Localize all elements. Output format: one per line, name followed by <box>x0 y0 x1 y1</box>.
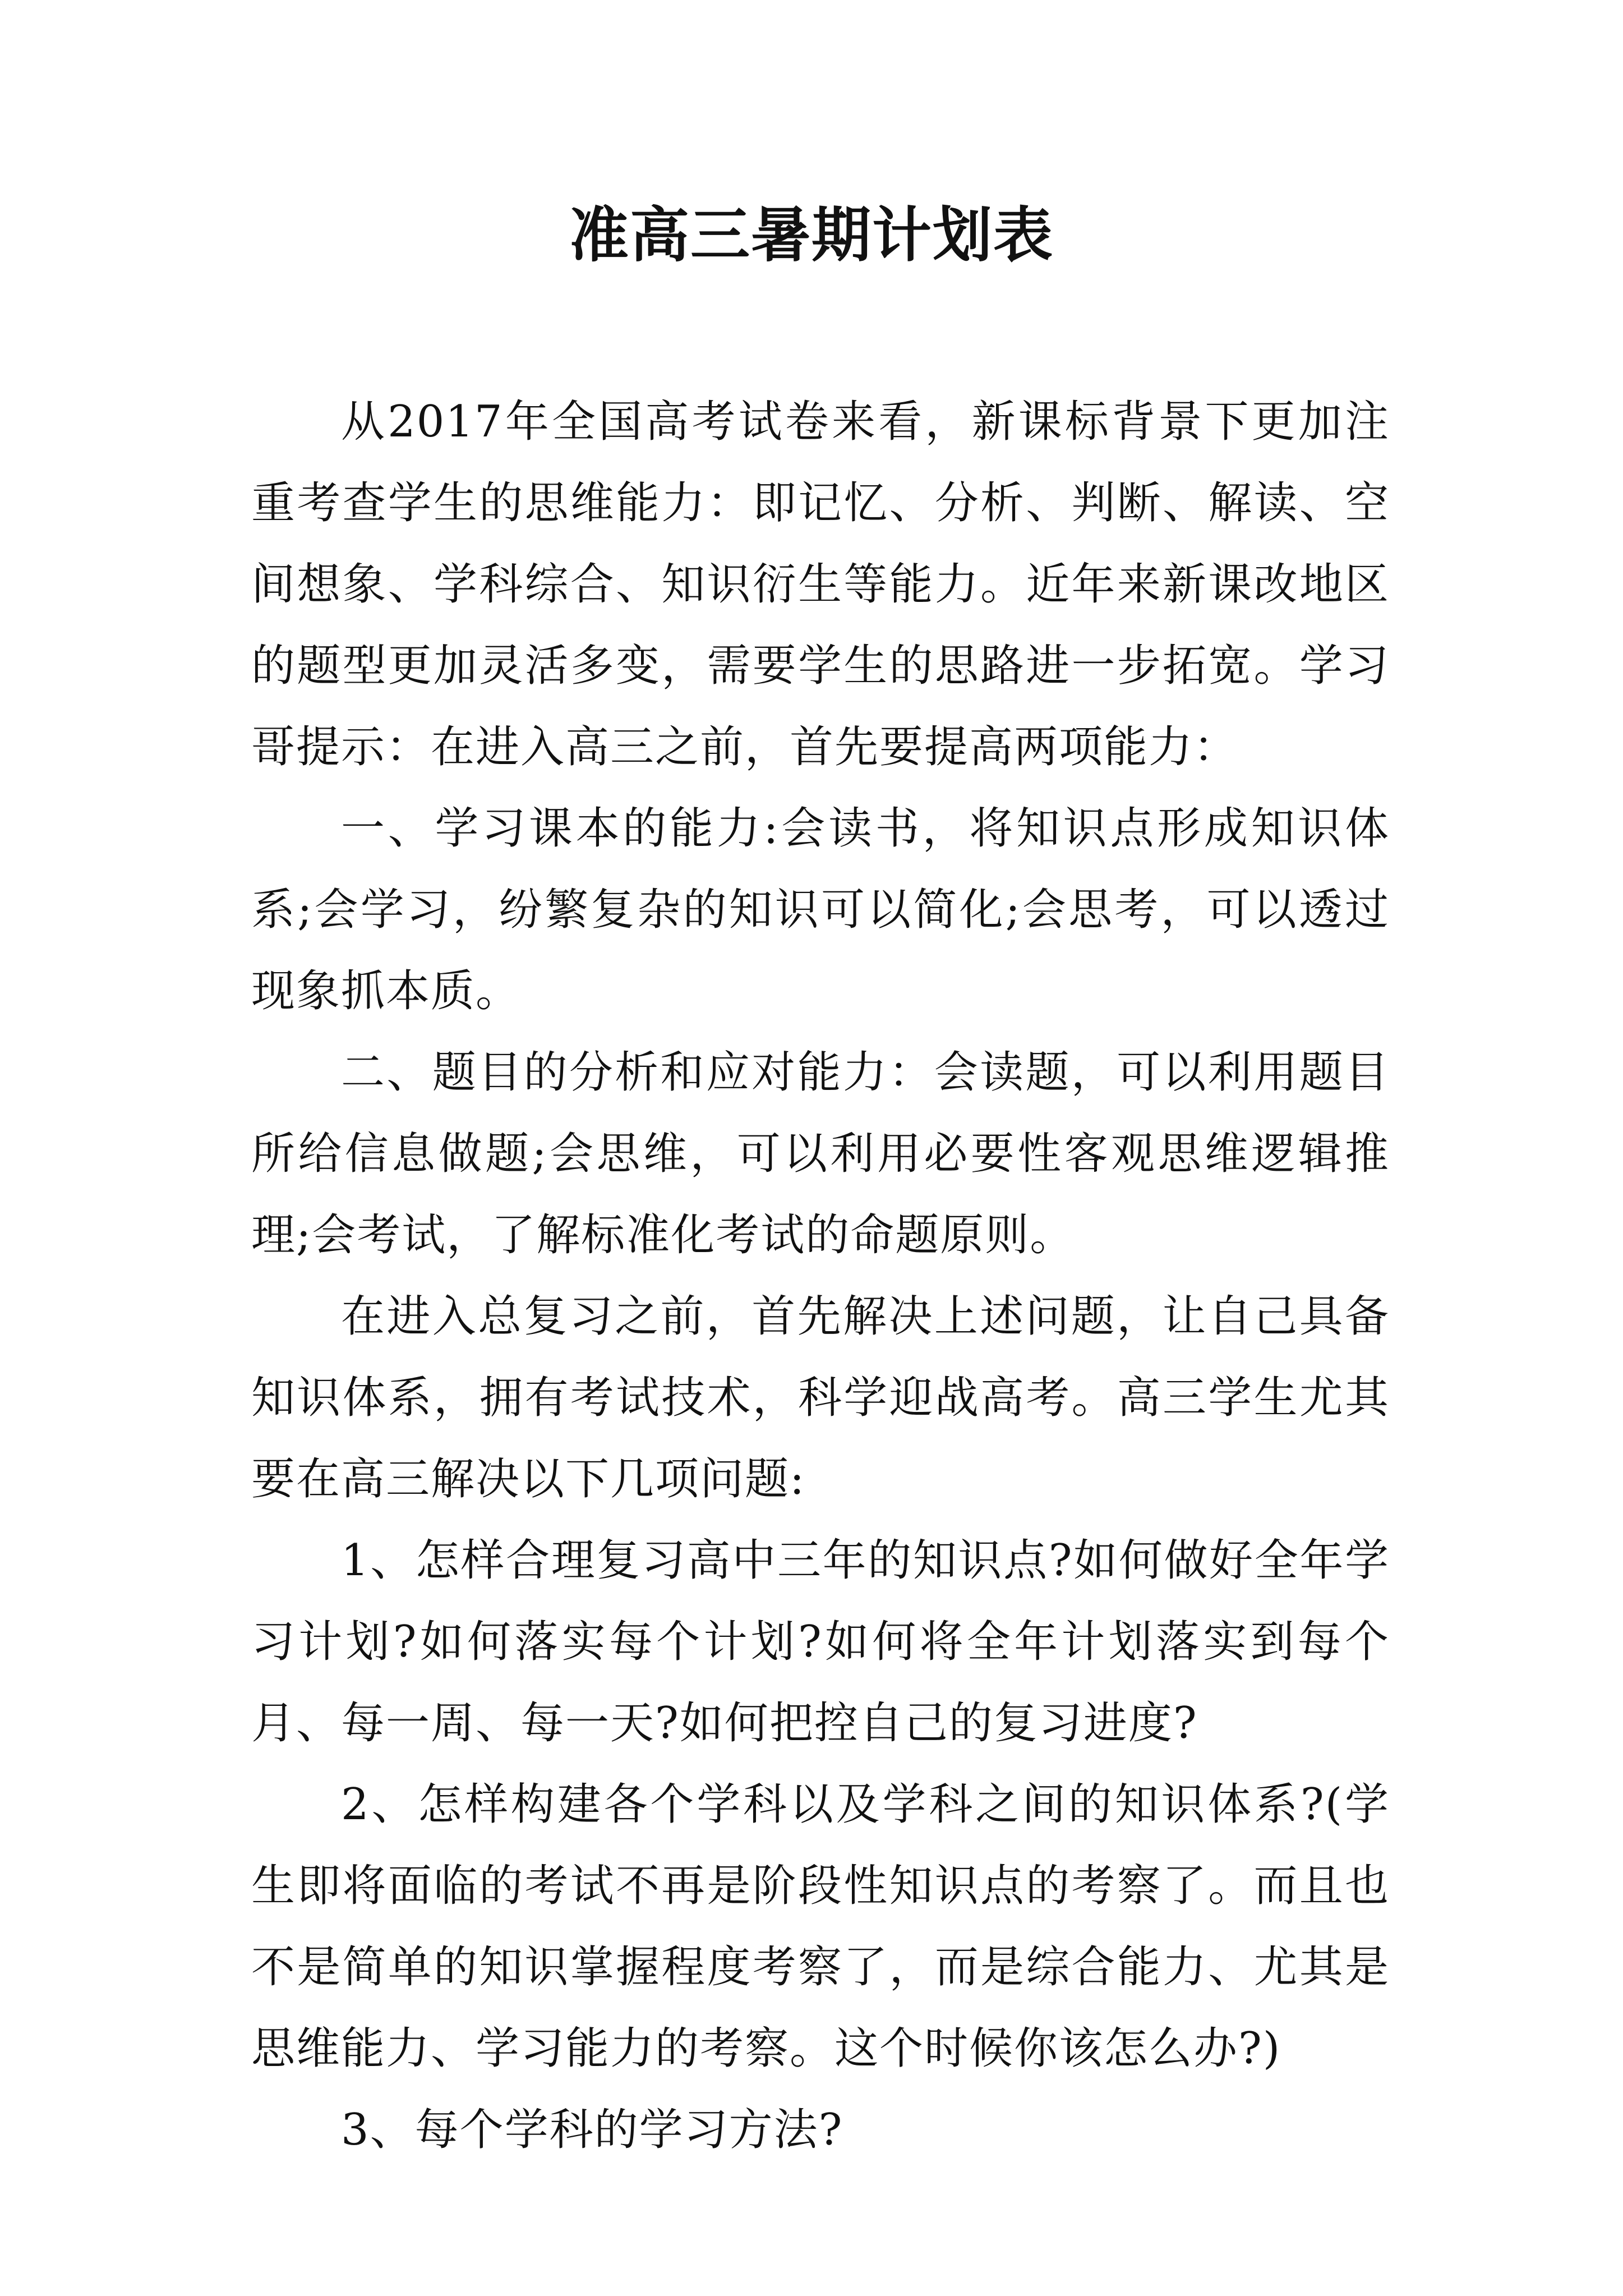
paragraph-ability-one: 一、学习课本的能力:会读书，将知识点形成知识体系;会学习，纷繁复杂的知识可以简化;会思考，可以透过现象抓本质。 <box>251 803 1390 1016</box>
paragraph-review-intro: 在进入总复习之前，首先解决上述问题，让自己具备知识体系，拥有考试技术，科学迎战高考。高三学生尤其要在高三解决以下几项问题: <box>251 1291 1390 1504</box>
paragraph-ability-two: 二、题目的分析和应对能力：会读题，可以利用题目所给信息做题;会思维，可以利用必要性客观思维逻辑推理;会考试，了解标准化考试的命题原则。 <box>251 1047 1390 1260</box>
paragraph-question-1: 1、怎样合理复习高中三年的知识点?如何做好全年学习计划?如何落实每个计划?如何将全年计划落实到每个月、每一周、每一天?如何把控自己的复习进度? <box>251 1535 1390 1749</box>
paragraph-question-2: 2、怎样构建各个学科以及学科之间的知识体系?(学生即将面临的考试不再是阶段性知识点的考察了。而且也不是简单的知识掌握程度考察了，而是综合能力、尤其是思维能力、学习能力的考察。这个时候你该怎么办?) <box>251 1779 1390 2074</box>
document-title: 准高三暑期计划表 <box>569 201 1054 270</box>
paragraph-intro: 从2017年全国高考试卷来看，新课标背景下更加注重考查学生的思维能力：即记忆、分析、判断、解读、空间想象、学科综合、知识衍生等能力。近年来新课改地区的题型更加灵活多变，需要学生的思路进一步拓宽。学习哥提示：在进入高三之前，首先要提高两项能力： <box>251 397 1390 772</box>
paragraph-question-3: 3、每个学科的学习方法? <box>341 2105 843 2155</box>
document-body <box>251 381 1390 2171</box>
